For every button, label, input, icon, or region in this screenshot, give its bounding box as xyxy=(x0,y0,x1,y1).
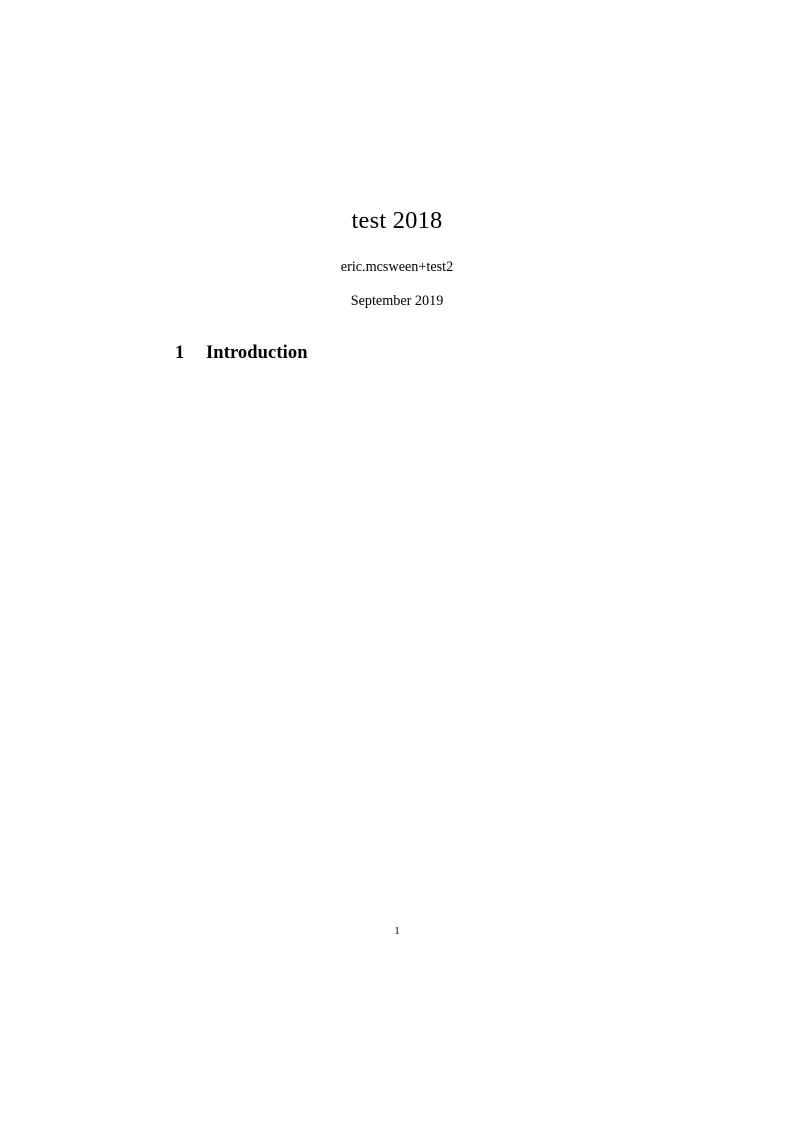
section-heading-introduction xyxy=(175,343,308,364)
document-author: eric.mcsween+test2 xyxy=(340,259,454,276)
page-number: 1 xyxy=(394,925,400,937)
document-title: test 2018 xyxy=(351,207,443,234)
title-block xyxy=(0,206,794,310)
section-title: Introduction xyxy=(206,343,308,363)
document-date: September 2019 xyxy=(350,293,444,310)
section-number: 1 xyxy=(175,343,185,363)
